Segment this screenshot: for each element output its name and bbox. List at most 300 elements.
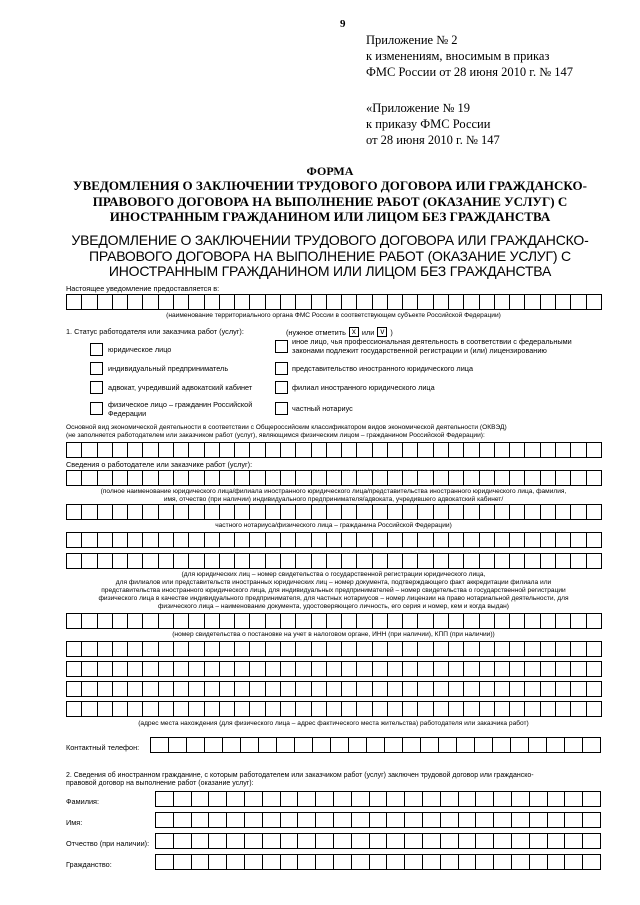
char-cell[interactable] [571, 701, 586, 717]
char-cell[interactable] [235, 681, 250, 697]
char-cell[interactable] [143, 641, 158, 657]
char-cell[interactable] [209, 833, 227, 849]
char-cell[interactable] [128, 613, 143, 629]
char-cell[interactable] [205, 681, 220, 697]
char-cell[interactable] [480, 641, 495, 657]
char-cell[interactable] [525, 442, 540, 458]
char-cell[interactable] [541, 661, 556, 677]
char-cell[interactable] [373, 294, 388, 310]
char-cell[interactable] [403, 613, 418, 629]
char-cell[interactable] [449, 553, 464, 569]
char-cell[interactable] [174, 442, 189, 458]
char-cell[interactable] [205, 442, 220, 458]
checkbox-individual[interactable] [90, 402, 103, 415]
char-cell[interactable] [82, 661, 97, 677]
char-cell[interactable] [529, 737, 547, 753]
char-cell[interactable] [475, 737, 493, 753]
address-input-4[interactable] [66, 701, 602, 717]
char-cell[interactable] [464, 532, 479, 548]
char-cell[interactable] [266, 294, 281, 310]
char-cell[interactable] [174, 812, 192, 828]
char-cell[interactable] [357, 701, 372, 717]
char-cell[interactable] [82, 613, 97, 629]
char-cell[interactable] [250, 504, 265, 520]
char-cell[interactable] [209, 854, 227, 870]
char-cell[interactable] [334, 854, 352, 870]
char-cell[interactable] [418, 532, 433, 548]
char-cell[interactable] [296, 681, 311, 697]
char-cell[interactable] [128, 661, 143, 677]
char-cell[interactable] [82, 701, 97, 717]
char-cell[interactable] [113, 701, 128, 717]
char-cell[interactable] [296, 661, 311, 677]
char-cell[interactable] [556, 613, 571, 629]
char-cell[interactable] [128, 294, 143, 310]
char-cell[interactable] [235, 532, 250, 548]
char-cell[interactable] [296, 470, 311, 486]
char-cell[interactable] [266, 532, 281, 548]
checkbox-legal-entity[interactable] [90, 343, 103, 356]
char-cell[interactable] [250, 470, 265, 486]
char-cell[interactable] [128, 641, 143, 657]
char-cell[interactable] [480, 613, 495, 629]
char-cell[interactable] [342, 294, 357, 310]
char-cell[interactable] [245, 833, 263, 849]
char-cell[interactable] [480, 701, 495, 717]
char-cell[interactable] [541, 641, 556, 657]
char-cell[interactable] [556, 681, 571, 697]
char-cell[interactable] [298, 791, 316, 807]
char-cell[interactable] [388, 553, 403, 569]
char-cell[interactable] [113, 442, 128, 458]
char-cell[interactable] [548, 833, 566, 849]
char-cell[interactable] [159, 532, 174, 548]
checkbox-representative[interactable] [275, 362, 288, 375]
char-cell[interactable] [495, 661, 510, 677]
tax-number-input[interactable] [66, 613, 602, 629]
char-cell[interactable] [373, 553, 388, 569]
char-cell[interactable] [480, 442, 495, 458]
char-cell[interactable] [583, 854, 601, 870]
char-cell[interactable] [98, 661, 113, 677]
char-cell[interactable] [143, 294, 158, 310]
char-cell[interactable] [525, 641, 540, 657]
char-cell[interactable] [434, 504, 449, 520]
char-cell[interactable] [227, 812, 245, 828]
char-cell[interactable] [342, 661, 357, 677]
char-cell[interactable] [587, 504, 602, 520]
char-cell[interactable] [312, 504, 327, 520]
char-cell[interactable] [423, 791, 441, 807]
char-cell[interactable] [327, 681, 342, 697]
char-cell[interactable] [480, 553, 495, 569]
char-cell[interactable] [98, 294, 113, 310]
char-cell[interactable] [370, 791, 388, 807]
char-cell[interactable] [220, 701, 235, 717]
char-cell[interactable] [357, 553, 372, 569]
citizenship-input[interactable] [155, 854, 601, 870]
char-cell[interactable] [296, 294, 311, 310]
char-cell[interactable] [510, 641, 525, 657]
char-cell[interactable] [556, 442, 571, 458]
char-cell[interactable] [98, 553, 113, 569]
char-cell[interactable] [388, 701, 403, 717]
char-cell[interactable] [541, 701, 556, 717]
char-cell[interactable] [174, 791, 192, 807]
char-cell[interactable] [327, 442, 342, 458]
char-cell[interactable] [418, 553, 433, 569]
char-cell[interactable] [530, 791, 548, 807]
char-cell[interactable] [174, 661, 189, 677]
employer-name-input-1[interactable] [66, 470, 602, 486]
char-cell[interactable] [571, 641, 586, 657]
char-cell[interactable] [316, 791, 334, 807]
char-cell[interactable] [434, 294, 449, 310]
char-cell[interactable] [220, 442, 235, 458]
char-cell[interactable] [250, 613, 265, 629]
char-cell[interactable] [205, 737, 223, 753]
char-cell[interactable] [67, 553, 82, 569]
char-cell[interactable] [250, 661, 265, 677]
char-cell[interactable] [403, 553, 418, 569]
char-cell[interactable] [476, 791, 494, 807]
char-cell[interactable] [143, 504, 158, 520]
char-cell[interactable] [98, 442, 113, 458]
char-cell[interactable] [495, 641, 510, 657]
char-cell[interactable] [495, 532, 510, 548]
char-cell[interactable] [403, 661, 418, 677]
char-cell[interactable] [281, 294, 296, 310]
char-cell[interactable] [250, 701, 265, 717]
char-cell[interactable] [67, 681, 82, 697]
char-cell[interactable] [174, 701, 189, 717]
char-cell[interactable] [128, 532, 143, 548]
char-cell[interactable] [327, 553, 342, 569]
char-cell[interactable] [476, 812, 494, 828]
char-cell[interactable] [418, 470, 433, 486]
char-cell[interactable] [298, 833, 316, 849]
checkbox-notary[interactable] [275, 402, 288, 415]
char-cell[interactable] [476, 854, 494, 870]
char-cell[interactable] [405, 833, 423, 849]
char-cell[interactable] [189, 442, 204, 458]
char-cell[interactable] [357, 470, 372, 486]
char-cell[interactable] [511, 737, 529, 753]
char-cell[interactable] [205, 641, 220, 657]
char-cell[interactable] [312, 613, 327, 629]
char-cell[interactable] [313, 737, 331, 753]
char-cell[interactable] [281, 553, 296, 569]
char-cell[interactable] [316, 833, 334, 849]
char-cell[interactable] [525, 701, 540, 717]
char-cell[interactable] [327, 641, 342, 657]
char-cell[interactable] [571, 504, 586, 520]
char-cell[interactable] [159, 681, 174, 697]
char-cell[interactable] [189, 504, 204, 520]
char-cell[interactable] [441, 833, 459, 849]
char-cell[interactable] [82, 532, 97, 548]
char-cell[interactable] [342, 442, 357, 458]
char-cell[interactable] [571, 613, 586, 629]
char-cell[interactable] [357, 294, 372, 310]
char-cell[interactable] [434, 641, 449, 657]
char-cell[interactable] [565, 812, 583, 828]
char-cell[interactable] [476, 833, 494, 849]
char-cell[interactable] [250, 641, 265, 657]
char-cell[interactable] [357, 613, 372, 629]
char-cell[interactable] [388, 294, 403, 310]
char-cell[interactable] [220, 641, 235, 657]
char-cell[interactable] [449, 613, 464, 629]
char-cell[interactable] [541, 553, 556, 569]
char-cell[interactable] [113, 681, 128, 697]
char-cell[interactable] [434, 613, 449, 629]
char-cell[interactable] [556, 553, 571, 569]
char-cell[interactable] [250, 553, 265, 569]
char-cell[interactable] [587, 442, 602, 458]
char-cell[interactable] [541, 470, 556, 486]
char-cell[interactable] [266, 553, 281, 569]
char-cell[interactable] [370, 812, 388, 828]
char-cell[interactable] [370, 854, 388, 870]
char-cell[interactable] [266, 442, 281, 458]
char-cell[interactable] [449, 641, 464, 657]
char-cell[interactable] [525, 661, 540, 677]
char-cell[interactable] [449, 681, 464, 697]
char-cell[interactable] [525, 553, 540, 569]
checkbox-lawyer[interactable] [90, 381, 103, 394]
char-cell[interactable] [174, 613, 189, 629]
char-cell[interactable] [367, 737, 385, 753]
char-cell[interactable] [459, 791, 477, 807]
char-cell[interactable] [281, 504, 296, 520]
char-cell[interactable] [312, 442, 327, 458]
char-cell[interactable] [418, 294, 433, 310]
char-cell[interactable] [263, 854, 281, 870]
char-cell[interactable] [312, 701, 327, 717]
char-cell[interactable] [495, 294, 510, 310]
char-cell[interactable] [205, 532, 220, 548]
char-cell[interactable] [143, 553, 158, 569]
char-cell[interactable] [357, 504, 372, 520]
char-cell[interactable] [174, 504, 189, 520]
char-cell[interactable] [387, 791, 405, 807]
char-cell[interactable] [189, 553, 204, 569]
char-cell[interactable] [434, 442, 449, 458]
char-cell[interactable] [327, 701, 342, 717]
char-cell[interactable] [357, 661, 372, 677]
char-cell[interactable] [388, 613, 403, 629]
char-cell[interactable] [220, 661, 235, 677]
char-cell[interactable] [327, 661, 342, 677]
char-cell[interactable] [189, 613, 204, 629]
char-cell[interactable] [388, 442, 403, 458]
char-cell[interactable] [525, 470, 540, 486]
char-cell[interactable] [352, 854, 370, 870]
address-input-3[interactable] [66, 681, 602, 697]
char-cell[interactable] [67, 294, 82, 310]
char-cell[interactable] [113, 661, 128, 677]
char-cell[interactable] [587, 470, 602, 486]
char-cell[interactable] [67, 504, 82, 520]
char-cell[interactable] [556, 532, 571, 548]
char-cell[interactable] [169, 737, 187, 753]
char-cell[interactable] [494, 791, 512, 807]
char-cell[interactable] [541, 504, 556, 520]
char-cell[interactable] [510, 681, 525, 697]
char-cell[interactable] [587, 641, 602, 657]
char-cell[interactable] [334, 812, 352, 828]
char-cell[interactable] [512, 812, 530, 828]
char-cell[interactable] [227, 791, 245, 807]
char-cell[interactable] [548, 791, 566, 807]
char-cell[interactable] [525, 504, 540, 520]
first-name-input[interactable] [155, 812, 601, 828]
char-cell[interactable] [342, 701, 357, 717]
char-cell[interactable] [418, 681, 433, 697]
char-cell[interactable] [387, 812, 405, 828]
char-cell[interactable] [480, 661, 495, 677]
char-cell[interactable] [220, 294, 235, 310]
char-cell[interactable] [67, 661, 82, 677]
char-cell[interactable] [327, 294, 342, 310]
char-cell[interactable] [464, 442, 479, 458]
char-cell[interactable] [334, 833, 352, 849]
char-cell[interactable] [312, 661, 327, 677]
char-cell[interactable] [493, 737, 511, 753]
char-cell[interactable] [189, 701, 204, 717]
char-cell[interactable] [403, 641, 418, 657]
char-cell[interactable] [403, 701, 418, 717]
char-cell[interactable] [82, 553, 97, 569]
char-cell[interactable] [316, 854, 334, 870]
char-cell[interactable] [510, 442, 525, 458]
char-cell[interactable] [113, 470, 128, 486]
char-cell[interactable] [449, 532, 464, 548]
char-cell[interactable] [98, 681, 113, 697]
char-cell[interactable] [403, 470, 418, 486]
char-cell[interactable] [298, 854, 316, 870]
char-cell[interactable] [423, 833, 441, 849]
address-input-1[interactable] [66, 641, 602, 657]
char-cell[interactable] [342, 641, 357, 657]
char-cell[interactable] [263, 812, 281, 828]
char-cell[interactable] [480, 532, 495, 548]
char-cell[interactable] [571, 661, 586, 677]
char-cell[interactable] [352, 812, 370, 828]
char-cell[interactable] [67, 442, 82, 458]
char-cell[interactable] [541, 532, 556, 548]
char-cell[interactable] [434, 701, 449, 717]
char-cell[interactable] [192, 833, 210, 849]
char-cell[interactable] [434, 532, 449, 548]
char-cell[interactable] [512, 791, 530, 807]
registration-input-1[interactable] [66, 532, 602, 548]
char-cell[interactable] [571, 553, 586, 569]
char-cell[interactable] [510, 701, 525, 717]
char-cell[interactable] [480, 294, 495, 310]
char-cell[interactable] [403, 681, 418, 697]
char-cell[interactable] [480, 470, 495, 486]
char-cell[interactable] [281, 701, 296, 717]
char-cell[interactable] [352, 791, 370, 807]
char-cell[interactable] [143, 532, 158, 548]
char-cell[interactable] [587, 661, 602, 677]
char-cell[interactable] [342, 532, 357, 548]
char-cell[interactable] [156, 812, 174, 828]
char-cell[interactable] [159, 553, 174, 569]
char-cell[interactable] [571, 470, 586, 486]
char-cell[interactable] [494, 854, 512, 870]
char-cell[interactable] [192, 812, 210, 828]
char-cell[interactable] [418, 613, 433, 629]
char-cell[interactable] [266, 701, 281, 717]
char-cell[interactable] [373, 701, 388, 717]
char-cell[interactable] [281, 812, 299, 828]
char-cell[interactable] [227, 854, 245, 870]
char-cell[interactable] [327, 613, 342, 629]
char-cell[interactable] [449, 470, 464, 486]
char-cell[interactable] [189, 641, 204, 657]
char-cell[interactable] [457, 737, 475, 753]
char-cell[interactable] [349, 737, 367, 753]
char-cell[interactable] [143, 613, 158, 629]
char-cell[interactable] [189, 532, 204, 548]
checkbox-entrepreneur[interactable] [90, 362, 103, 375]
char-cell[interactable] [113, 532, 128, 548]
char-cell[interactable] [373, 641, 388, 657]
char-cell[interactable] [281, 681, 296, 697]
char-cell[interactable] [235, 661, 250, 677]
char-cell[interactable] [510, 553, 525, 569]
char-cell[interactable] [403, 737, 421, 753]
char-cell[interactable] [156, 833, 174, 849]
char-cell[interactable] [571, 294, 586, 310]
char-cell[interactable] [205, 661, 220, 677]
char-cell[interactable] [266, 661, 281, 677]
char-cell[interactable] [174, 470, 189, 486]
char-cell[interactable] [235, 701, 250, 717]
char-cell[interactable] [128, 470, 143, 486]
char-cell[interactable] [373, 613, 388, 629]
char-cell[interactable] [441, 812, 459, 828]
char-cell[interactable] [449, 701, 464, 717]
char-cell[interactable] [296, 613, 311, 629]
char-cell[interactable] [565, 833, 583, 849]
char-cell[interactable] [342, 504, 357, 520]
char-cell[interactable] [128, 681, 143, 697]
char-cell[interactable] [464, 470, 479, 486]
char-cell[interactable] [296, 442, 311, 458]
surname-input[interactable] [155, 791, 601, 807]
char-cell[interactable] [205, 294, 220, 310]
char-cell[interactable] [331, 737, 349, 753]
char-cell[interactable] [235, 294, 250, 310]
char-cell[interactable] [571, 532, 586, 548]
char-cell[interactable] [250, 294, 265, 310]
char-cell[interactable] [159, 701, 174, 717]
char-cell[interactable] [312, 294, 327, 310]
char-cell[interactable] [423, 854, 441, 870]
char-cell[interactable] [548, 812, 566, 828]
char-cell[interactable] [387, 833, 405, 849]
char-cell[interactable] [189, 661, 204, 677]
char-cell[interactable] [556, 294, 571, 310]
char-cell[interactable] [464, 613, 479, 629]
registration-input-2[interactable] [66, 553, 602, 569]
char-cell[interactable] [174, 553, 189, 569]
char-cell[interactable] [143, 661, 158, 677]
